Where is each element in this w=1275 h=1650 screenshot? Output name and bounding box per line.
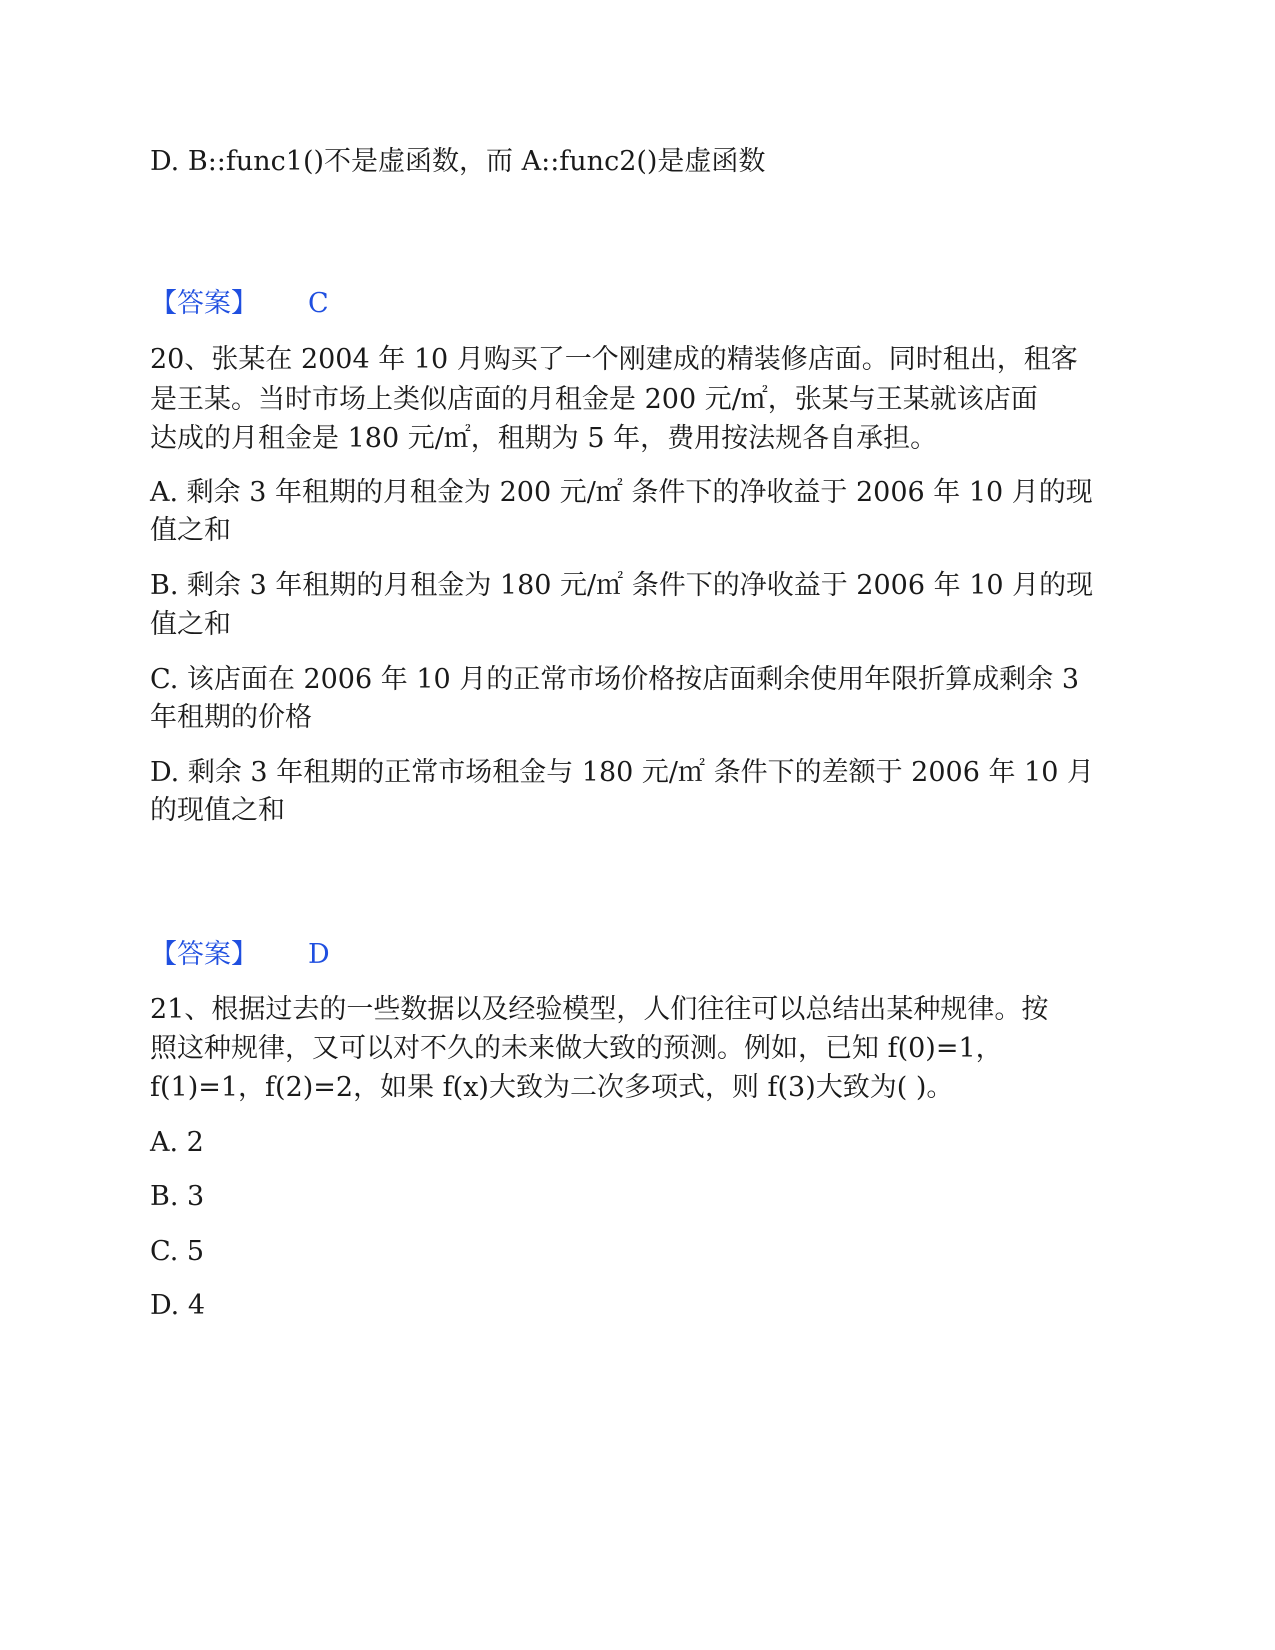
question-21-stem-line-1: 21、根据过去的一些数据以及经验模型，人们往往可以总结出某种规律。按 bbox=[150, 994, 1049, 1025]
answer-label: 【答案】 bbox=[150, 288, 258, 319]
question-20-stem-line-2: 是王某。当时市场上类似店面的月租金是 200 元/㎡，张某与王某就该店面 bbox=[150, 384, 1038, 415]
question-20-option-a-line-1: A. 剩余 3 年租期的月租金为 200 元/㎡ 条件下的净收益于 2006 年 10 月的现 bbox=[150, 477, 1093, 508]
question-21-option-c: C. 5 bbox=[150, 1236, 205, 1267]
question-20-option-d-line-2: 的现值之和 bbox=[150, 795, 285, 826]
prev-question-option-d: D. B::func1()不是虚函数，而 A::func2()是虚函数 bbox=[150, 146, 766, 177]
answer-20 bbox=[150, 935, 1110, 975]
question-20-option-a-line-2: 值之和 bbox=[150, 515, 231, 546]
question-20-stem-line-1: 20、张某在 2004 年 10 月购买了一个刚建成的精装修店面。同时租出，租客 bbox=[150, 344, 1078, 375]
question-20-option-b-line-1: B. 剩余 3 年租期的月租金为 180 元/㎡ 条件下的净收益于 2006 年 10 月的现 bbox=[150, 570, 1094, 601]
question-20-option-c-line-1: C. 该店面在 2006 年 10 月的正常市场价格按店面剩余使用年限折算成剩余 3 bbox=[150, 664, 1080, 695]
question-21-option-d: D. 4 bbox=[150, 1290, 206, 1321]
question-21-option-a: A. 2 bbox=[150, 1127, 204, 1158]
question-20-option-d-line-1: D. 剩余 3 年租期的正常市场租金与 180 元/㎡ 条件下的差额于 2006 年 10 月 bbox=[150, 757, 1094, 788]
question-21-stem-line-2: 照这种规律，又可以对不久的未来做大致的预测。例如，已知 f(0)=1， bbox=[150, 1033, 1003, 1064]
question-20-option-c-line-2: 年租期的价格 bbox=[150, 702, 312, 733]
question-21-option-b: B. 3 bbox=[150, 1181, 205, 1212]
answer-value: D bbox=[308, 939, 330, 970]
question-20-stem-line-3: 达成的月租金是 180 元/㎡，租期为 5 年，费用按法规各自承担。 bbox=[150, 423, 938, 454]
answer-value: C bbox=[308, 288, 329, 319]
answer-19 bbox=[150, 284, 1110, 324]
answer-label: 【答案】 bbox=[150, 939, 258, 970]
question-21-stem-line-3: f(1)=1，f(2)=2，如果 f(x)大致为二次多项式，则 f(3)大致为( )。 bbox=[150, 1072, 954, 1103]
question-20-option-b-line-2: 值之和 bbox=[150, 609, 231, 640]
